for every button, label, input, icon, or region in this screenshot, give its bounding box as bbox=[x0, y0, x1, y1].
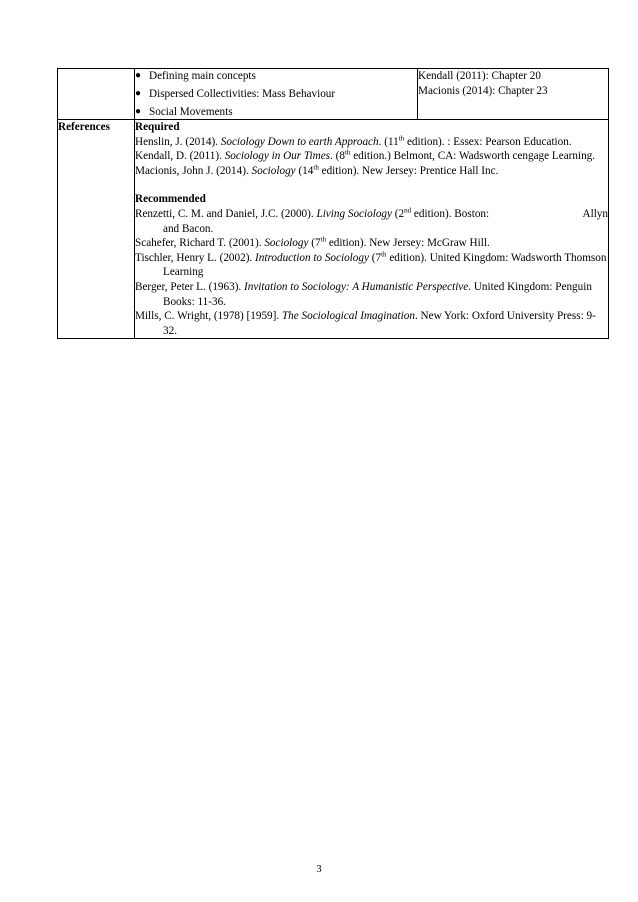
bullet-icon: ● bbox=[135, 106, 142, 117]
empty-label-cell bbox=[58, 69, 135, 120]
reference-entry: Kendall, D. (2011). Sociology in Our Times. (8th edition.) Belmont, CA: Wadsworth cengage Learning. bbox=[135, 148, 596, 163]
references-label: References bbox=[58, 120, 135, 339]
topics-row bbox=[58, 69, 609, 120]
spacer bbox=[135, 178, 608, 192]
reference-entry: Henslin, J. (2014). Sociology Down to earth Approach. (11th edition). : Essex: Pearson Education. bbox=[135, 133, 572, 148]
reference-entry: Tischler, Henry L. (2002). Introduction to Sociology (7th edition). United Kingdom: Wadsworth Thomson Learning bbox=[135, 250, 607, 279]
list-item: ● Dispersed Collectivities: Mass Behaviour bbox=[135, 88, 336, 100]
references-cell bbox=[135, 120, 609, 339]
reference-entry: Macionis, John J. (2014). Sociology (14th edition). New Jersey: Prentice Hall Inc. bbox=[135, 163, 499, 177]
references-row bbox=[58, 120, 609, 339]
reading-line: Macionis (2014): Chapter 23 bbox=[418, 84, 548, 97]
topic-list bbox=[135, 69, 417, 119]
page-number: 3 bbox=[316, 864, 322, 875]
recommended-heading: Recommended bbox=[135, 193, 206, 206]
reference-entry: Berger, Peter L. (1963). Invitation to Sociology: A Humanistic Perspective. United Kingdom: Penguin Books: 11-36. bbox=[135, 280, 592, 308]
bullet-icon: ● bbox=[135, 70, 142, 81]
bullet-icon: ● bbox=[135, 88, 142, 99]
list-item: ● Social Movements bbox=[135, 106, 233, 118]
reference-entry: Scahefer, Richard T. (2001). Sociology (7th edition). New Jersey: McGraw Hill. bbox=[135, 235, 490, 250]
reference-entry: Mills, C. Wright, (1978) [1959]. The Sociological Imagination. New York: Oxford University Press: 9-32. bbox=[135, 310, 596, 337]
reading-line: Kendall (2011): Chapter 20 bbox=[418, 70, 541, 82]
topics-cell bbox=[135, 69, 418, 120]
list-item: ● Defining main concepts bbox=[135, 70, 256, 82]
required-heading: Required bbox=[135, 121, 180, 133]
reading-cell bbox=[418, 69, 609, 120]
course-outline-table bbox=[57, 68, 609, 339]
reference-entry: Renzetti, C. M. and Daniel, J.C. (2000). Living Sociology (2nd edition). Boston: Allyn and Bacon. bbox=[135, 206, 608, 235]
